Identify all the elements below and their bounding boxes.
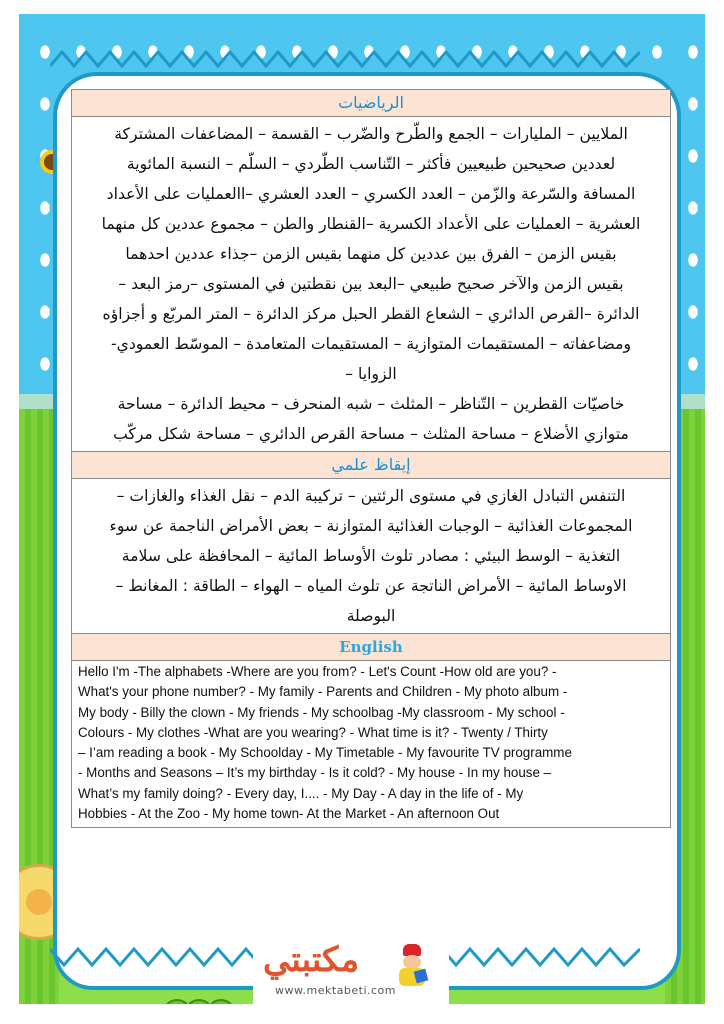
logo-url[interactable]: www.mektabeti.com [275,984,396,997]
english-line: What's your phone number? - My family - Parents and Children - My photo album - [78,684,568,700]
science-line: التغذية – الوسط البيئي : مصادر تلوث الأوساط المائية – المحافظة على سلامة [121,547,621,565]
math-line: خاصيّات القطرين – التّناظر – المثلث – شبه المنحرف – محيط الدائرة – مساحة [117,395,625,413]
bud-cluster-icon [164,999,230,1004]
math-line: المسافة والسّرعة والزّمن – العدد الكسري – العدد العشري –االعمليات على الأعداد [106,185,636,203]
math-line: بقيس الزمن – الفرق بين عددين كل منهما بقيس الزمن –جذاء عددين احدهما [125,245,617,263]
mektabeti-logo[interactable] [253,940,449,1004]
english-line: - Months and Seasons – It’s my birthday - Is it cold? - My house - In my house – [78,765,552,781]
english-line: Hello I'm -The alphabets -Where are you from? - Let's Count -How old are you? - [78,664,557,679]
math-line: الدائرة –القرص الدائري – الشعاع القطر الحبل مركز الدائرة – المتر المربّع و أجزاؤه [102,305,640,323]
logo-arabic-text: مكتبتي [263,940,360,980]
section-body-math [72,117,670,452]
english-line: What’s my family doing? - Every day, I.... - My Day - A day in the life of - My [78,785,524,801]
math-line: بقيس الزمن والآخر صحيح طبيعي –البعد بين نقطتين في المستوى –رمز البعد – [118,275,624,293]
math-line: متوازي الأضلاع – مساحة المثلث – مساحة القرص الدائري – مساحة شكل مركّب [113,425,629,443]
english-line: Colours - My clothes -What are you wearing? - What time is it? - Twenty / Thirty [78,724,548,740]
science-line: المجموعات الغذائية – الوجبات الغذائية المتوازنة – بعض الأمراض الناجمة عن سوء [109,517,633,535]
math-line: الملايين – المليارات – الجمع والطّرح والضّرب – القسمة – المضاعفات المشتركة [114,125,628,143]
section-header-english: English [72,634,670,661]
math-line: الزوايا – [345,365,397,383]
curriculum-table [71,89,671,828]
english-line: My body - Billy the clown - My friends - My schoolbag -My classroom - My school - [78,704,565,720]
section-body-english [72,661,670,827]
math-line: ومضاعفاته – المستقيمات المتوازية – المستقيمات المتعامدة – الموسّط العمودي- [111,335,631,353]
section-header-math: الرياضيات [72,90,670,117]
section-body-science [72,479,670,634]
wavy-top-border [50,48,640,68]
reading-child-icon [393,944,433,988]
science-line: التنفس التبادل الغازي في مستوى الرئتين – تركيبة الدم – نقل الغذاء والغازات – [116,487,626,505]
math-line: لعددين صحيحين طبيعيين فأكثر – التّناسب الطّردي – السلّم – النسبة المائوية [126,155,616,173]
english-line: – I’am reading a book - My Schoolday - My Timetable - My favourite TV programme [78,745,572,761]
science-line: البوصلة [346,607,396,625]
english-line: Hobbies - At the Zoo - My home town- At the Market - An afternoon Out [78,806,500,822]
section-header-science: إيقاظ علمي [72,452,670,479]
science-line: الاوساط المائية – الأمراض الناتجة عن تلوث المياه – الهواء – الطاقة : المغانط – [115,577,627,595]
math-line: العشرية – العمليات على الأعداد الكسرية –القنطار والطن – مجموع عددين كل منهما [101,215,641,233]
